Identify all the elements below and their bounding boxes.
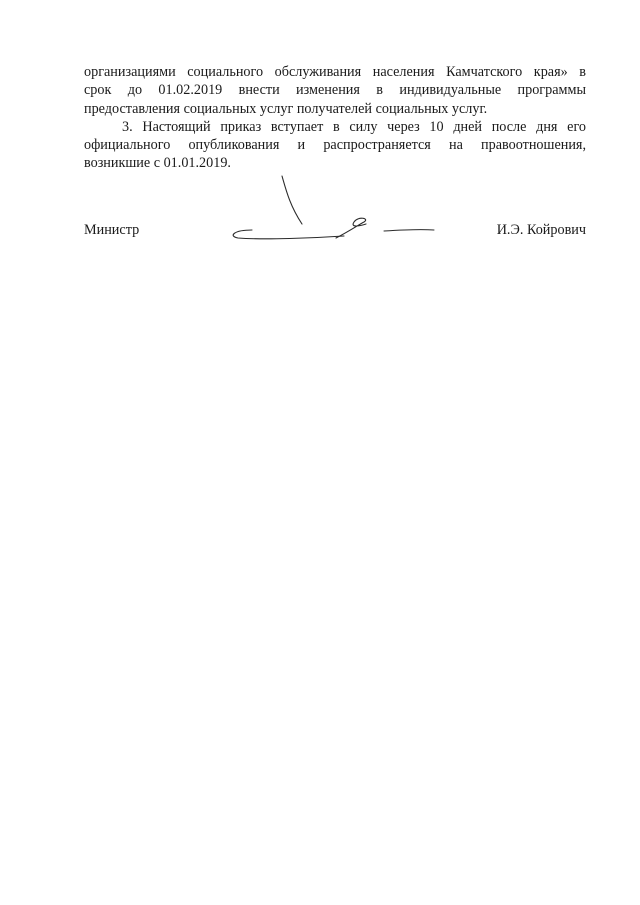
paragraph-line: предоставления социальных услуг получателей социальных услуг.	[84, 100, 488, 117]
paragraph-line: возникшие с 01.01.2019.	[84, 155, 231, 172]
signatory-position: Министр	[84, 222, 140, 238]
signature-row	[84, 222, 586, 242]
paragraph-line: срок до 01.02.2019 внести изменения в индивидуальные программы	[84, 82, 586, 99]
signature-stroke	[282, 176, 302, 224]
document-body	[84, 63, 586, 173]
paragraph-line: официального опубликования и распространяется на правоотношения,	[84, 137, 586, 154]
paragraph-line: организациями социального обслуживания населения Камчатского края» в	[84, 64, 586, 80]
signatory-name: И.Э. Койрович	[496, 222, 586, 238]
paragraph-line: 3. Настоящий приказ вступает в силу через 10 дней после дня его	[122, 118, 586, 135]
